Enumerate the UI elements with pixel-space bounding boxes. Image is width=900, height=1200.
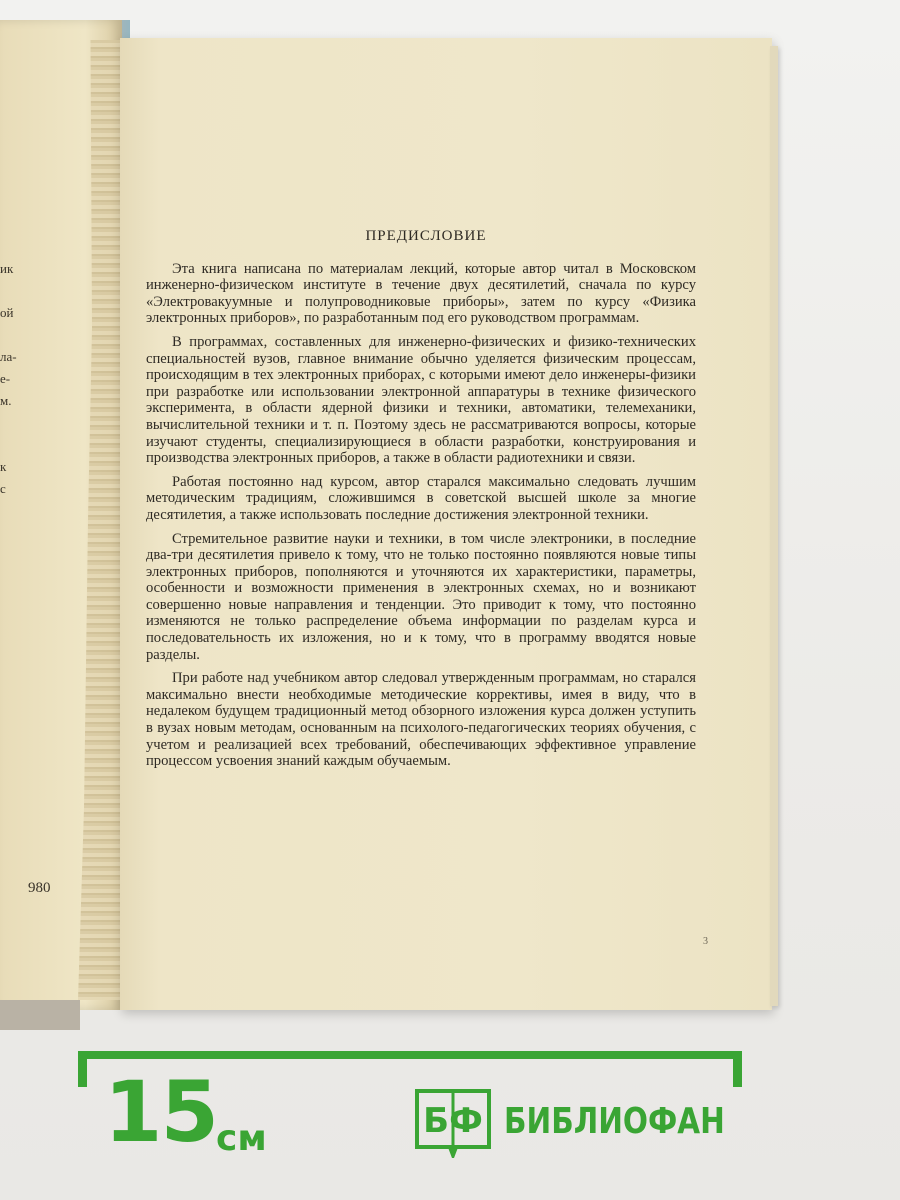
previous-page-line-fragment <box>0 412 28 434</box>
previous-page-line-fragment: ла- <box>0 349 17 364</box>
previous-page-line-fragment <box>0 434 28 456</box>
scale-ruler-left-tick <box>78 1051 87 1087</box>
scale-ruler-right-tick <box>733 1051 742 1087</box>
paragraph: Работая постоянно над курсом, автор старался максимально следовать лучшим методическим традициям, сложившимся в советской высшей школе за многие десятилетия, а также использовать последние достижения электронной техники. <box>146 473 696 523</box>
previous-page-year-fragment: 980 <box>28 880 51 896</box>
book-cover-bottom <box>0 1000 80 1030</box>
previous-page-text-fragments <box>0 258 28 500</box>
book-logo-icon <box>414 1088 492 1158</box>
previous-page-line-fragment: с <box>0 481 6 496</box>
previous-page-line-fragment: ик <box>0 261 14 276</box>
previous-page-line-fragment <box>0 324 28 346</box>
previous-page-line-fragment: ой <box>0 305 14 320</box>
page-heading: ПРЕДИСЛОВИЕ <box>365 228 487 244</box>
previous-page-line-fragment: е- <box>0 371 11 386</box>
scale-ruler-bar <box>78 1051 742 1059</box>
paragraph: Стремительное развитие науки и техники, в том числе электроники, в последние два-три десятилетия привело к тому, что не только постоянно появляются новые типы электронных приборов, пополняются и уточняются их характеристики, параметры, особенности и возможности применения в электронных схемах, но и возникают совершенно новые направления и тенденции. Это приводит к тому, что постоянно изменяются не только распределение объема информации по разделам курса и последовательность их изложения, но и к тому, что в программу вводятся новые разделы. <box>146 530 696 663</box>
paragraph: При работе над учебником автор следовал утвержденным программам, но старался максимально внести необходимые методические коррективы, имея в виду, что в недалеком будущем традиционный метод обзорного изложения курса должен уступить в вузах новым методам, основанным на психолого-педагогических теориях обучения, с учетом и реализацией всех требований, обеспечивающих эффективное управление процессом усвоения знаний каждым обучаемым. <box>146 670 696 770</box>
previous-page-line-fragment: к <box>0 459 7 474</box>
page-edge <box>770 46 778 1006</box>
scale-number: 15 <box>104 1063 217 1161</box>
brand-name: БИБЛИОФАН <box>504 1101 725 1142</box>
previous-page-line-fragment <box>0 280 28 302</box>
page-text <box>146 228 696 777</box>
paragraph: В программах, составленных для инженерно-физических и физико-технических специальностей вузов, главное внимание обычно уделяется физическим процессам, происходящим в тех электронных приборах, с которыми имеют дело инженеры-физики при разработке или использовании электронной аппаратуры в технике физического эксперимента, в области ядерной физики и техники, автоматики, телемеханики, вычислительной техники и т. п. Поэтому здесь не рассматриваются вопросы, которые изучают студенты, специализирующиеся в области разработки, конструирования и производства электронных приборов, а также в области радиотехники и связи. <box>146 333 696 467</box>
page-number: 3 <box>703 936 708 947</box>
paragraph: Эта книга написана по материалам лекций, которые автор читал в Московском инженерно-физическом институте в течение двух десятилетий, сначала по курсу «Электровакуумные и полупроводниковые приборы», затем по курсу «Физика электронных приборов», по разработанным под его руководством программам. <box>146 260 696 327</box>
scale-unit: см <box>216 1118 267 1159</box>
previous-page-line-fragment: м. <box>0 393 12 408</box>
svg-text:БФ: БФ <box>423 1101 483 1141</box>
